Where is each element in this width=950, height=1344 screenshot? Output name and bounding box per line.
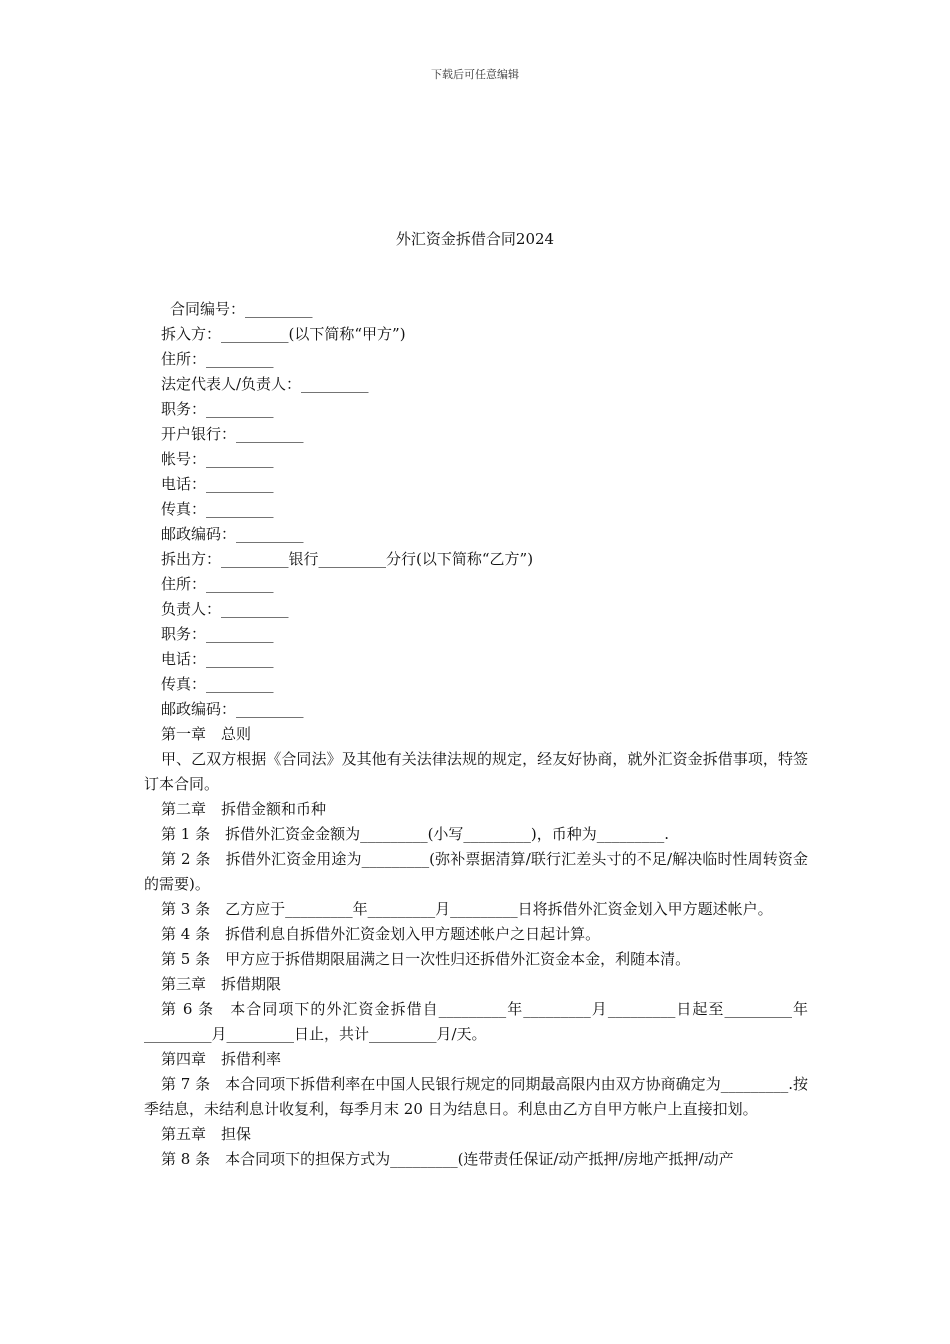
preamble-paragraph: 甲、乙双方根据《合同法》及其他有关法律法规的规定，经友好协商，就外汇资金拆借事项，特签订本合同。 — [144, 750, 808, 793]
chapter-heading: 第二章 拆借金额和币种 — [161, 800, 327, 818]
lender-responsible-line: 负责人：_________ — [161, 600, 289, 618]
borrower-phone-line: 电话：_________ — [161, 475, 274, 493]
lender-position-line: 职务：_________ — [161, 625, 274, 643]
chapter-heading: 第五章 担保 — [161, 1125, 252, 1143]
chapter-heading: 第三章 拆借期限 — [161, 975, 282, 993]
article-paragraph: 第 8 条 本合同项下的担保方式为_________(连带责任保证/动产抵押/房地产抵押/动产 — [161, 1150, 734, 1168]
lender-address-line: 住所：_________ — [161, 575, 274, 593]
document-title: 外汇资金拆借合同2024 — [395, 230, 555, 248]
header-note: 下载后可任意编辑 — [431, 68, 519, 81]
contract-body — [144, 297, 808, 1172]
chapter-heading: 第一章 总则 — [161, 725, 252, 743]
article-paragraph: 第 4 条 拆借利息自拆借外汇资金划入甲方题述帐户之日起计算。 — [161, 925, 601, 943]
borrower-representative-line: 法定代表人/负责人：_________ — [161, 375, 369, 393]
article-paragraph: 第 2 条 拆借外汇资金用途为_________(弥补票据清算/联行汇差头寸的不足/解决临时性周转资金的需要)。 — [144, 850, 808, 893]
borrower-fax-line: 传真：_________ — [161, 500, 274, 518]
lender-fax-line: 传真：_________ — [161, 675, 274, 693]
contract-number-line: 合同编号：_________ — [170, 300, 313, 318]
borrower-postcode-line: 邮政编码：_________ — [161, 525, 304, 543]
lender-phone-line: 电话：_________ — [161, 650, 274, 668]
borrower-position-line: 职务：_________ — [161, 400, 274, 418]
article-paragraph: 第 6 条 本合同项下的外汇资金拆借自_________年_________月_________日起至_________年_________月_________日止，共计_________月/天。 — [144, 1000, 808, 1043]
article-paragraph: 第 5 条 甲方应于拆借期限届满之日一次性归还拆借外汇资金本金，利随本清。 — [161, 950, 691, 968]
article-paragraph: 第 1 条 拆借外汇资金金额为_________(小写_________)，币种为_________. — [161, 825, 670, 843]
borrower-bank-line: 开户银行：_________ — [161, 425, 304, 443]
article-paragraph: 第 7 条 本合同项下拆借利率在中国人民银行规定的同期最高限内由双方协商确定为_________.按季结息，未结利息计收复利，每季月末 20 日为结息日。利息由乙方自甲方帐户上直接扣划。 — [144, 1075, 808, 1118]
borrower-address-line: 住所：_________ — [161, 350, 274, 368]
article-paragraph: 第 3 条 乙方应于_________年_________月_________日将拆借外汇资金划入甲方题述帐户。 — [161, 900, 773, 918]
borrower-account-line: 帐号：_________ — [161, 450, 274, 468]
lender-postcode-line: 邮政编码：_________ — [161, 700, 304, 718]
chapter-heading: 第四章 拆借利率 — [161, 1050, 282, 1068]
lender-line: 拆出方：_________银行_________分行(以下简称“乙方”) — [161, 550, 534, 568]
borrower-line: 拆入方：_________(以下简称“甲方”) — [161, 325, 406, 343]
